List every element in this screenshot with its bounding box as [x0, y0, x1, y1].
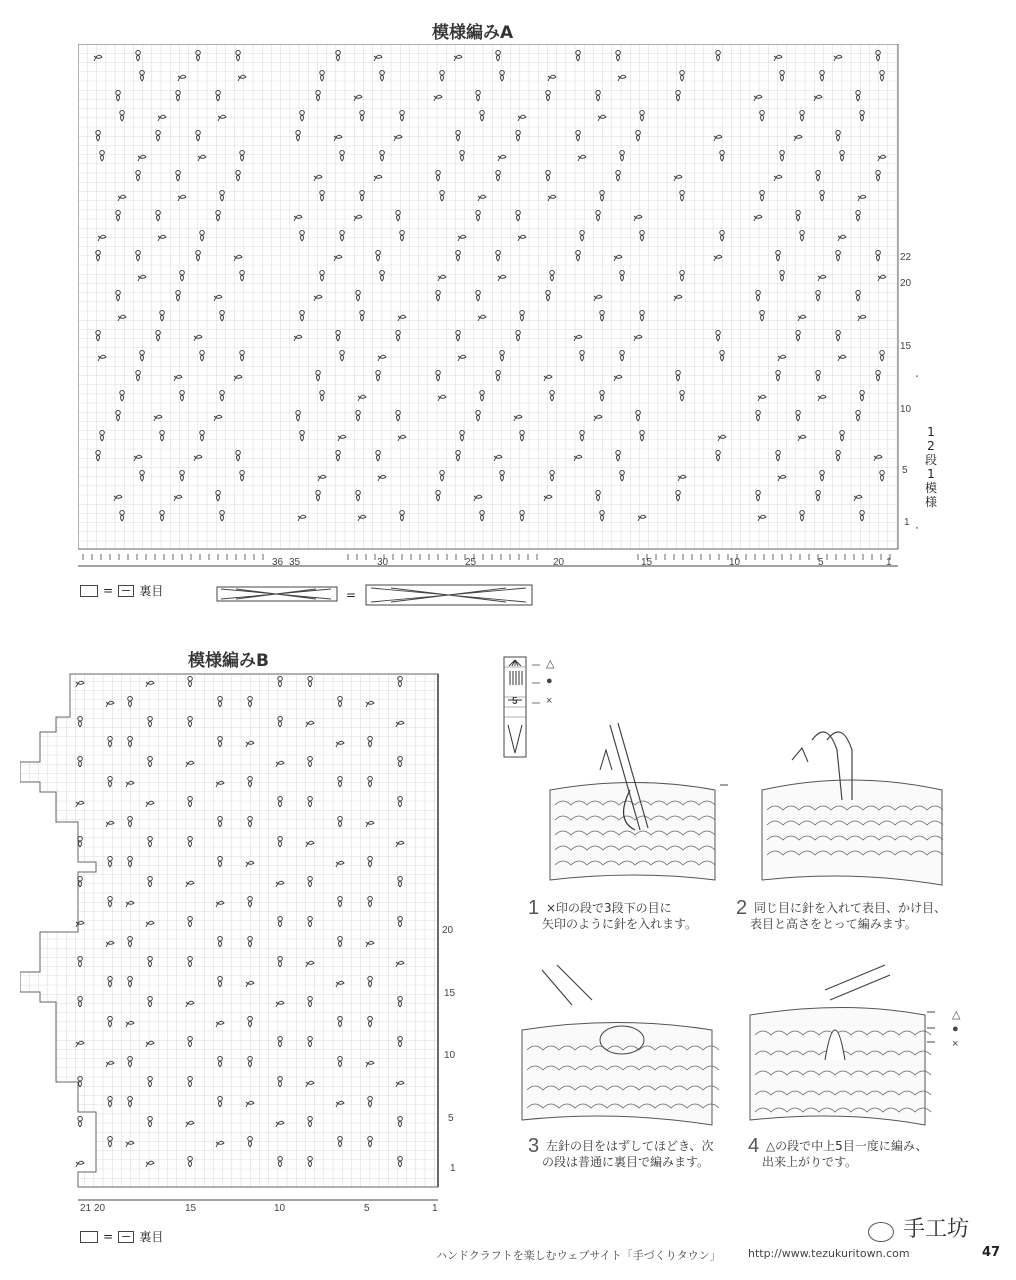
chart-a-title: 模様編みA — [432, 23, 514, 43]
key-triangle-mark: △ — [546, 658, 555, 670]
legend-purl-label: 裏目 — [139, 584, 164, 598]
chart-a-row-label: 20 — [900, 278, 912, 289]
step-1-text-line2: 矢印のように針を入れます。 — [542, 917, 698, 931]
chart-a-col-label: 25 — [465, 557, 477, 568]
step-2-text-line1: 同じ目に針を入れて表目、かけ目、 — [753, 901, 946, 915]
chart-b-col-label: 15 — [185, 1203, 197, 1214]
step-3-text-line2: の段は普通に裏目で編みます。 — [542, 1155, 710, 1169]
chart-b-row-label: 10 — [444, 1050, 456, 1061]
purl-symbol-box — [118, 585, 134, 597]
illustration-step-3 — [512, 960, 722, 1130]
step-1 — [528, 897, 728, 932]
chart-b-col-label: 5 — [364, 1203, 370, 1214]
chart-b-row-label: 15 — [444, 988, 456, 999]
chart-a-row-label: 5 — [902, 465, 908, 476]
chart-a-col-label: 35 — [289, 557, 301, 568]
brand-watermark — [868, 1212, 969, 1243]
step-4 — [748, 1135, 968, 1170]
chart-a-legend — [80, 580, 163, 599]
chart-a-col-label: 20 — [553, 557, 565, 568]
chart-a-row-label: 22 — [900, 252, 912, 263]
key-number: 5 — [512, 696, 518, 707]
chart-b-row-label: 20 — [442, 925, 454, 936]
wechat-icon — [868, 1222, 894, 1242]
chart-b-col-label: 21 — [80, 1203, 92, 1214]
chart-a-repeat-note: 12段1模様 — [924, 425, 937, 509]
chart-b-legend — [80, 1226, 163, 1245]
chart-a-grid — [78, 44, 918, 569]
chart-b-title: 模様編みB — [188, 651, 269, 671]
illus-x-mark: × — [952, 1038, 959, 1050]
footer-url[interactable]: http://www.tezukuritown.com — [748, 1247, 910, 1260]
knit-symbol-box — [80, 1231, 98, 1243]
key-x-mark: × — [546, 695, 553, 707]
footer-site-text: ハンドクラフトを楽しむウェブサイト「手づくりタウン」 — [436, 1249, 721, 1262]
illustration-step-1 — [540, 720, 730, 890]
step-4-text-line2: 出来上がりです。 — [762, 1155, 858, 1169]
chart-a-col-label: 36 — [272, 557, 284, 568]
step-2-text-line2: 表目と高さをとって編みます。 — [750, 917, 917, 931]
legend-purl-label: 裏目 — [139, 1230, 164, 1244]
step-2 — [736, 897, 996, 932]
chart-b-grid — [20, 672, 460, 1212]
key-dot-mark: ● — [546, 675, 553, 687]
chart-a-col-label: 10 — [729, 557, 741, 568]
step-3 — [528, 1135, 738, 1170]
illus-triangle-mark: △ — [952, 1009, 961, 1021]
chart-a-column-ticks — [83, 554, 890, 560]
cable-legend-equals: = — [346, 588, 357, 602]
illus-dot-mark: ● — [952, 1023, 959, 1035]
step-1-number: 1 — [528, 897, 540, 919]
knit-symbol-box — [80, 585, 98, 597]
chart-a-col-label: 15 — [641, 557, 653, 568]
chart-a-row-label: 15 — [900, 341, 912, 352]
chart-b-col-label: 10 — [274, 1203, 286, 1214]
page-number: 47 — [982, 1245, 1001, 1260]
purl-symbol-box — [118, 1231, 134, 1243]
illustration-step-4 — [745, 960, 945, 1130]
chart-a-row-label: 1 — [904, 517, 910, 528]
chart-b-col-label: 1 — [432, 1203, 438, 1214]
brand-name: 手工坊 — [903, 1217, 970, 1242]
illustration-step-2 — [752, 720, 952, 890]
chart-b-col-label: 20 — [94, 1203, 106, 1214]
legend-equals: = — [103, 583, 114, 598]
chart-b-row-label: 5 — [448, 1113, 454, 1124]
chart-a-row-label: 10 — [900, 404, 912, 415]
step-1-text-line1: ×印の段で3段下の目に — [545, 901, 672, 915]
step-4-text-line1: △の段で中上5目一度に編み、 — [765, 1139, 928, 1153]
step-2-number: 2 — [736, 897, 748, 919]
cable-cross-legend — [216, 584, 536, 608]
step-4-number: 4 — [748, 1135, 760, 1157]
chart-a-col-label: 1 — [886, 557, 892, 568]
chart-b-row-label: 1 — [450, 1163, 456, 1174]
chart-a-col-label: 5 — [818, 557, 824, 568]
legend-equals: = — [103, 1229, 114, 1244]
step-3-text-line1: 左針の目をはずしてほどき、次 — [545, 1139, 714, 1153]
chart-a-col-label: 30 — [377, 557, 389, 568]
step-3-number: 3 — [528, 1135, 540, 1157]
